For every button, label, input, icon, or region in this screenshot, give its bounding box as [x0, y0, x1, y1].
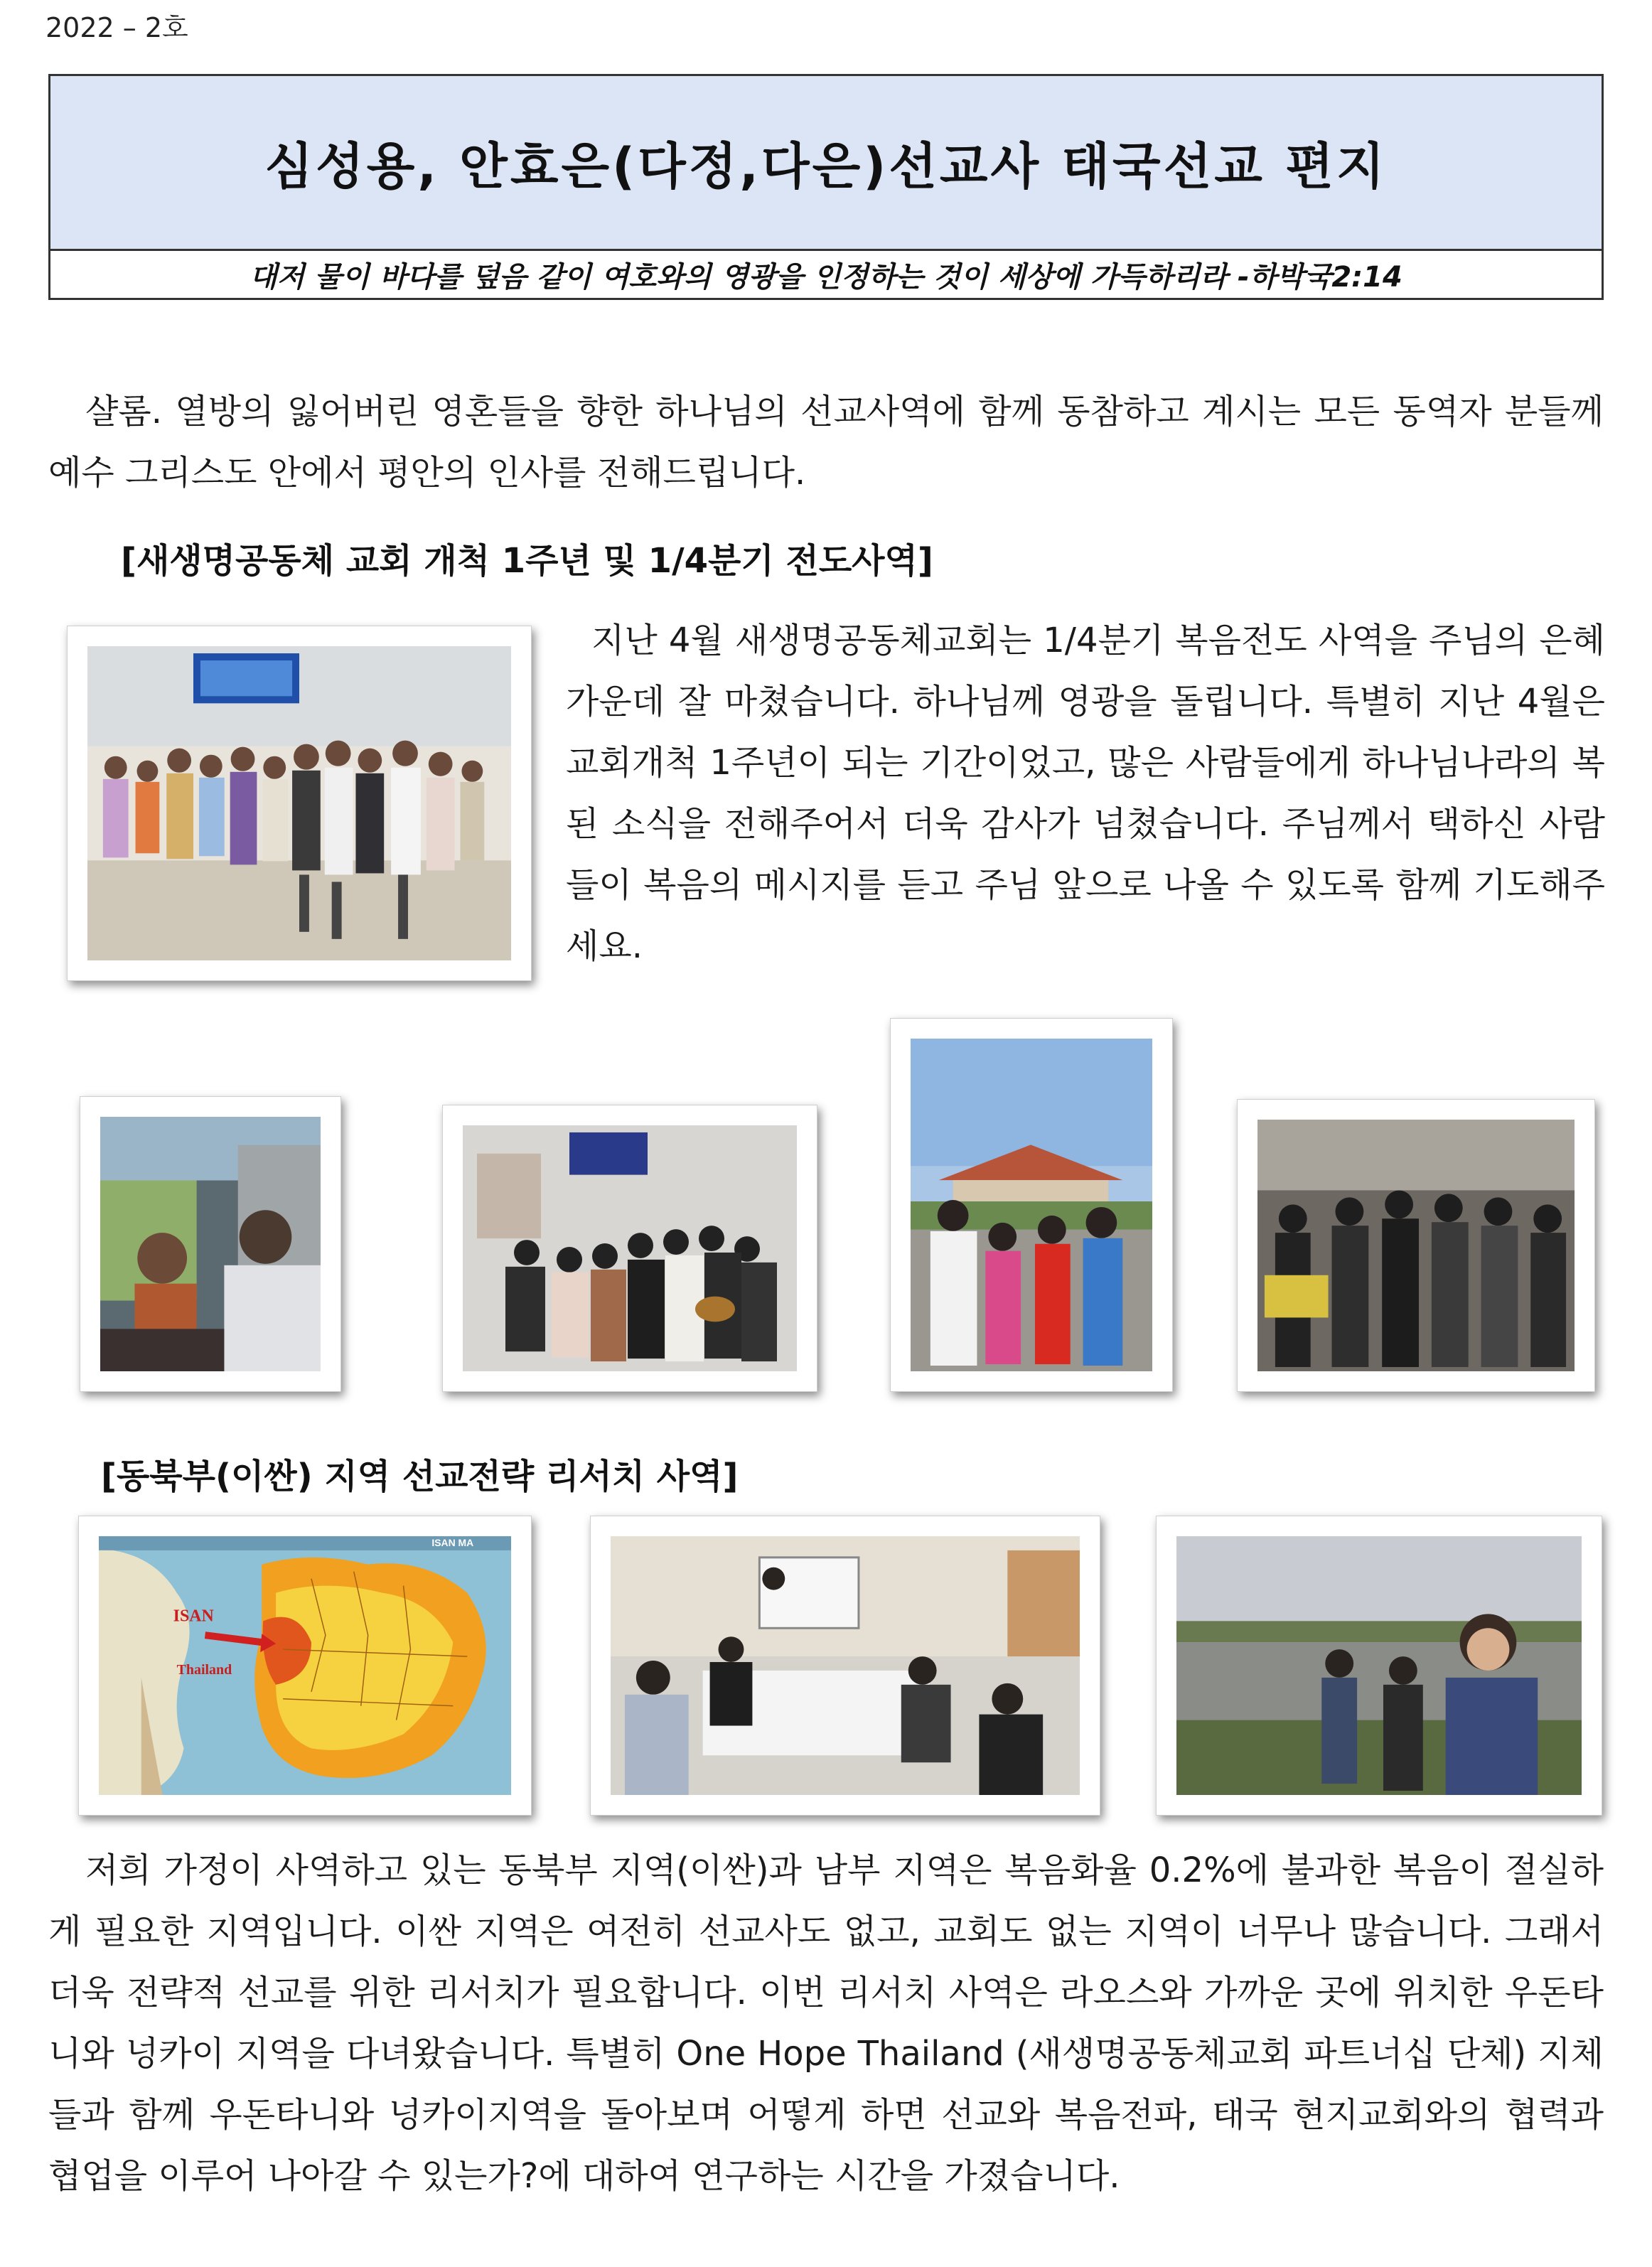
- photo-children-outreach: [890, 1018, 1173, 1392]
- letter-header: [48, 74, 1604, 300]
- issue-number: 2022 – 2호: [45, 12, 188, 43]
- photo-home-visit: [80, 1096, 341, 1392]
- map-banner: ISAN MA: [431, 1536, 474, 1548]
- map-label-thailand: Thailand: [176, 1661, 232, 1678]
- letter-title: 심성용, 안효은(다정,다은)선교사 태국선교 편지: [50, 76, 1602, 251]
- group-photo-church: [67, 626, 532, 981]
- intro-paragraph: 샬롬. 열방의 잃어버린 영혼들을 향한 하나님의 선교사역에 함께 동참하고 계시는 모든 동역자 분들께 예수 그리스도 안에서 평안의 인사를 전해드립니다.: [48, 392, 1604, 493]
- section-heading-research: [동북부(이싼) 지역 선교전략 리서치 사역]: [101, 1457, 739, 1496]
- photo-research-meeting: [590, 1516, 1100, 1816]
- section2-paragraph: 저희 가정이 사역하고 있는 동북부 지역(이싼)과 남부 지역은 복음화율 0.2%에 불과한 복음이 절실하게 필요한 지역입니다. 이싼 지역은 여전히 선교사도 없고, 교회도 없는 지역이 너무나 많습니다. 그래서 더욱 전략적 선교를 위한 리서치가 필요합니다. 이번 리서치 사역은 라오스와 가까운 곳에 위치한 우돈타니와 넝카이 지역을 다녀왔습니다. 특별히 One Hope Thailand (새생명공동체교회 파트너십 단체) 지체들과 함께 우돈타니와 넝카이지역을 돌아보며 어떻게 하면 선교와 복음전파, 태국 현지교회와의 협력과 협업을 이루어 나아갈 수 있는가?에 대하여 연구하는 시간을 가졌습니다.: [48, 1850, 1604, 2196]
- bible-verse: 대저 물이 바다를 덮음 같이 여호와의 영광을 인정하는 것이 세상에 가득하리라 -하박국2:14: [250, 260, 1402, 294]
- section-heading-church: [새생명공동체 교회 개척 1주년 및 1/4분기 전도사역]: [121, 541, 933, 581]
- section1-paragraph: 지난 4월 새생명공동체교회는 1/4분기 복음전도 사역을 주님의 은혜 가운데 잘 마쳤습니다. 하나님께 영광을 돌립니다. 특별히 지난 4월은 교회개척 1주년이 되는 기간이었고, 많은 사람들에게 하나님나라의 복된 소식을 전해주어서 더욱 감사가 넘쳤습니다. 주님께서 택하신 사람들이 복음의 메시지를 듣고 주님 앞으로 나올 수 있도록 함께 기도해주세요.: [566, 621, 1605, 966]
- photo-isan-map: [78, 1516, 532, 1816]
- photo-riverside-team: [1156, 1516, 1602, 1816]
- photo-worship-team: [442, 1105, 817, 1392]
- photo-street-evangelism: [1237, 1099, 1595, 1392]
- map-label-isan: ISAN: [173, 1607, 214, 1626]
